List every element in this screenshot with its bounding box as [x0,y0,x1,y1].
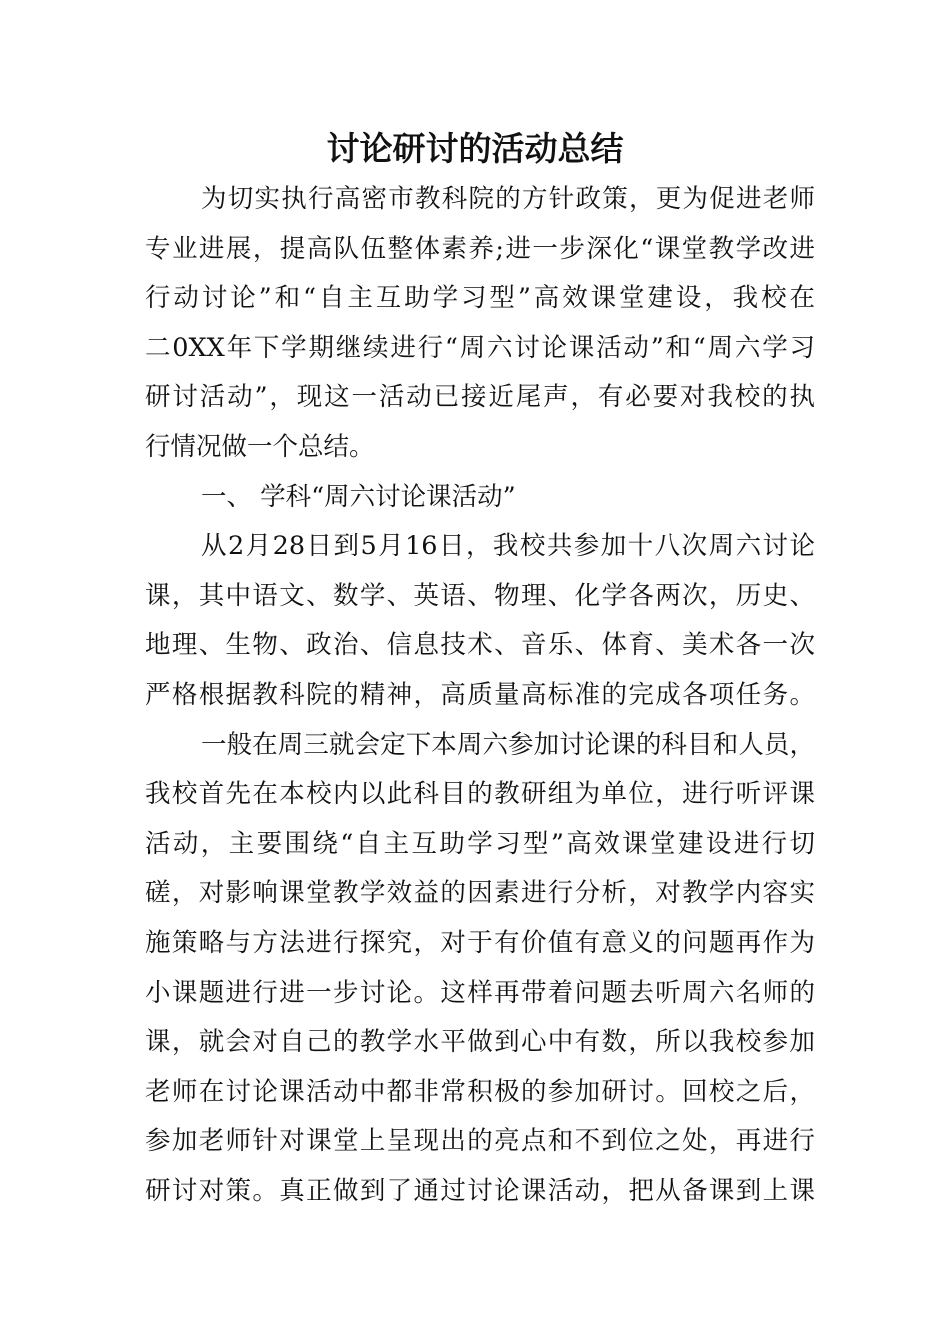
paragraph-line: 二0XX年下学期继续进行“周六讨论课活动”和“周六学习 [145,332,815,363]
paragraph-line: 行动讨论”和“自主互助学习型”高效课堂建设，我校在 [145,283,815,314]
paragraph-line: 严格根据教科院的精神，高质量高标准的完成各项任务。 [145,679,815,710]
paragraph-line: 地理、生物、政治、信息技术、音乐、体育、美术各一次 [145,630,815,661]
paragraph-line: 参加老师针对课堂上呈现出的亮点和不到位之处，再进行 [145,1126,815,1157]
paragraph-line: 活动，主要围绕“自主互助学习型”高效课堂建设进行切 [145,828,815,859]
document-title: 讨论研讨的活动总结 [326,129,624,168]
paragraph-line: 一般在周三就会定下本周六参加讨论课的科目和人员， [201,729,815,760]
paragraph-line: 课，其中语文、数学、英语、物理、化学各两次，历史、 [145,580,815,611]
paragraph-line: 一、 学科“周六讨论课活动” [201,481,516,512]
paragraph-line: 行情况做一个总结。 [145,431,375,462]
paragraph-line: 课，就会对自己的教学水平做到心中有数，所以我校参加 [145,1027,815,1058]
paragraph-line: 磋，对影响课堂教学效益的因素进行分析，对教学内容实 [145,878,815,909]
document-body [145,175,815,1216]
paragraph-line: 小课题进行进一步讨论。这样再带着问题去听周六名师的 [145,977,815,1008]
paragraph-line: 研讨对策。真正做到了通过讨论课活动，把从备课到上课 [145,1175,815,1206]
paragraph-line: 施策略与方法进行探究，对于有价值有意义的问题再作为 [145,927,815,958]
paragraph-line: 专业进展，提高队伍整体素养;进一步深化“课堂教学改进 [145,233,815,264]
paragraph-line: 研讨活动”，现这一活动已接近尾声，有必要对我校的执 [145,382,815,413]
paragraph-line: 从2月28日到5月16日，我校共参加十八次周六讨论 [201,531,815,562]
paragraph-line: 为切实执行高密市教科院的方针政策，更为促进老师 [201,184,815,214]
paragraph-line: 我校首先在本校内以此科目的教研组为单位，进行听评课 [145,779,815,810]
paragraph-line: 老师在讨论课活动中都非常积极的参加研讨。回校之后， [145,1076,815,1107]
